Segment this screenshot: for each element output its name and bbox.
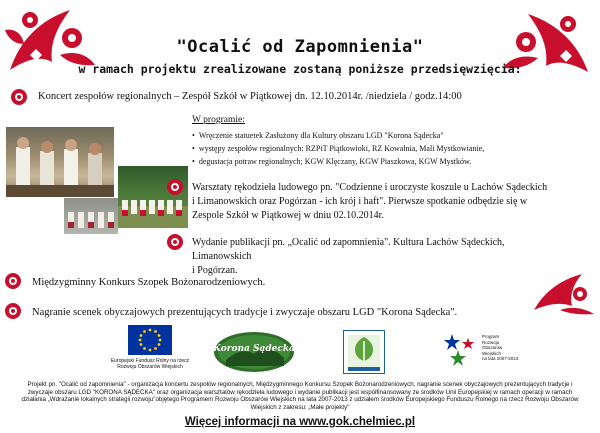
program-list <box>192 130 532 167</box>
item-nativity-contest: Międzygminny Konkurs Szopek Bożonarodzeniowych. <box>32 277 266 288</box>
photo-ensemble-outdoor <box>118 166 188 228</box>
item-workshops: Warsztaty rękodzieła ludowego pn. "Codzienne i uroczyste koszule u Lachów Sądeckich i Limanowskich oraz Pogórzan - ich krój i haft". Pierwsze spotkanie odbędzie się w Zespole Szkół w Piątkowej w dniu 02.10.2014r. <box>192 182 548 221</box>
ornament-bullet-icon <box>4 302 22 320</box>
prow-stars-icon <box>440 330 480 370</box>
leader-icon <box>344 331 384 373</box>
korona-sadecka-logo <box>212 328 296 374</box>
prow-caption: Program Rozwoju Obszarów Wiejskich na lata 2007-2013 <box>482 334 519 361</box>
item-concert: Koncert zespołów regionalnych – Zespół Szkół w Piątkowej dn. 12.10.2014r. /niedziela / godz.14:00 <box>38 91 462 102</box>
eu-caption: Europejski Fundusz Rolny na rzecz Rozwoju Obszarów Wiejskich <box>110 358 190 370</box>
photo-stage <box>64 198 118 234</box>
ornament-bullet-icon <box>4 272 22 290</box>
item-scenes-recording: Nagranie scenek obyczajowych prezentujących tradycje i zwyczaje obszaru LGD "Korona Sądecka". <box>32 307 458 318</box>
leader-logo <box>343 330 385 374</box>
ornament-bullet-icon <box>166 233 184 251</box>
footer-funding-note: Projekt pn. "Ocalić od zapomnienia" - organizacja koncertu zespołów regionalnych, Międzygminnego Konkursu Szopek Bożonarodzeniowych, nagranie scenek obyczajowych prezentujących tradycje i zwyczaje obszaru LGD "KORONA SĄDECKA" oraz organizacja warsztatów rękodzieła ludowego i wydanie publikacji jest współfinansowany ze środków Unii Europejskiej w ramach operacji w ramach działania „Wdrażanie lokalnych strategii rozwoju"objętego Programem Rozwoju Obszarów Wiejskich na lata 2007-2013 z udziałem środków Europejskiego Funduszu Rolnego na rzecz Rozwoju Obszarów Wiejskich z zakresu: „Małe projekty" <box>21 381 579 411</box>
item-publication: Wydanie publikacji pn. „Ocalić od zapomnienia". Kultura Lachów Sądeckich, Limanowskich i Pogórzan. <box>192 237 505 276</box>
page-title: "Ocalić od Zapomnienia" <box>176 37 424 57</box>
program-heading: W programie: <box>192 115 245 125</box>
more-info-link[interactable]: Więcej informacji na www.gok.chelmiec.pl <box>184 416 416 428</box>
prow-logo <box>440 330 520 374</box>
list-item: • degustacja potraw regionalnych; KGW Klęczany, KGW Piaszkowa, KGW Mystków. <box>192 157 472 166</box>
ornament-bullet-icon <box>10 88 28 106</box>
list-item: • występy zespołów regionalnych: RZPiT Piątkowioki, RZ Kowalnia, Mali Mystkowianie, <box>192 144 485 153</box>
eu-flag-icon <box>128 325 172 355</box>
page-subtitle: w ramach projektu zrealizowane zostaną poniższe przedsięwzięcia: <box>78 62 522 76</box>
ornament-bullet-icon <box>166 178 184 196</box>
list-item: • Wręczenie statuetek Zasłużony dla Kultury obszaru LGD "Korona Sądecka" <box>192 131 444 140</box>
eu-flag-logo <box>108 325 192 375</box>
korona-logo-text: Korona Sądecka <box>213 344 295 354</box>
photo-group-folk <box>6 127 114 197</box>
